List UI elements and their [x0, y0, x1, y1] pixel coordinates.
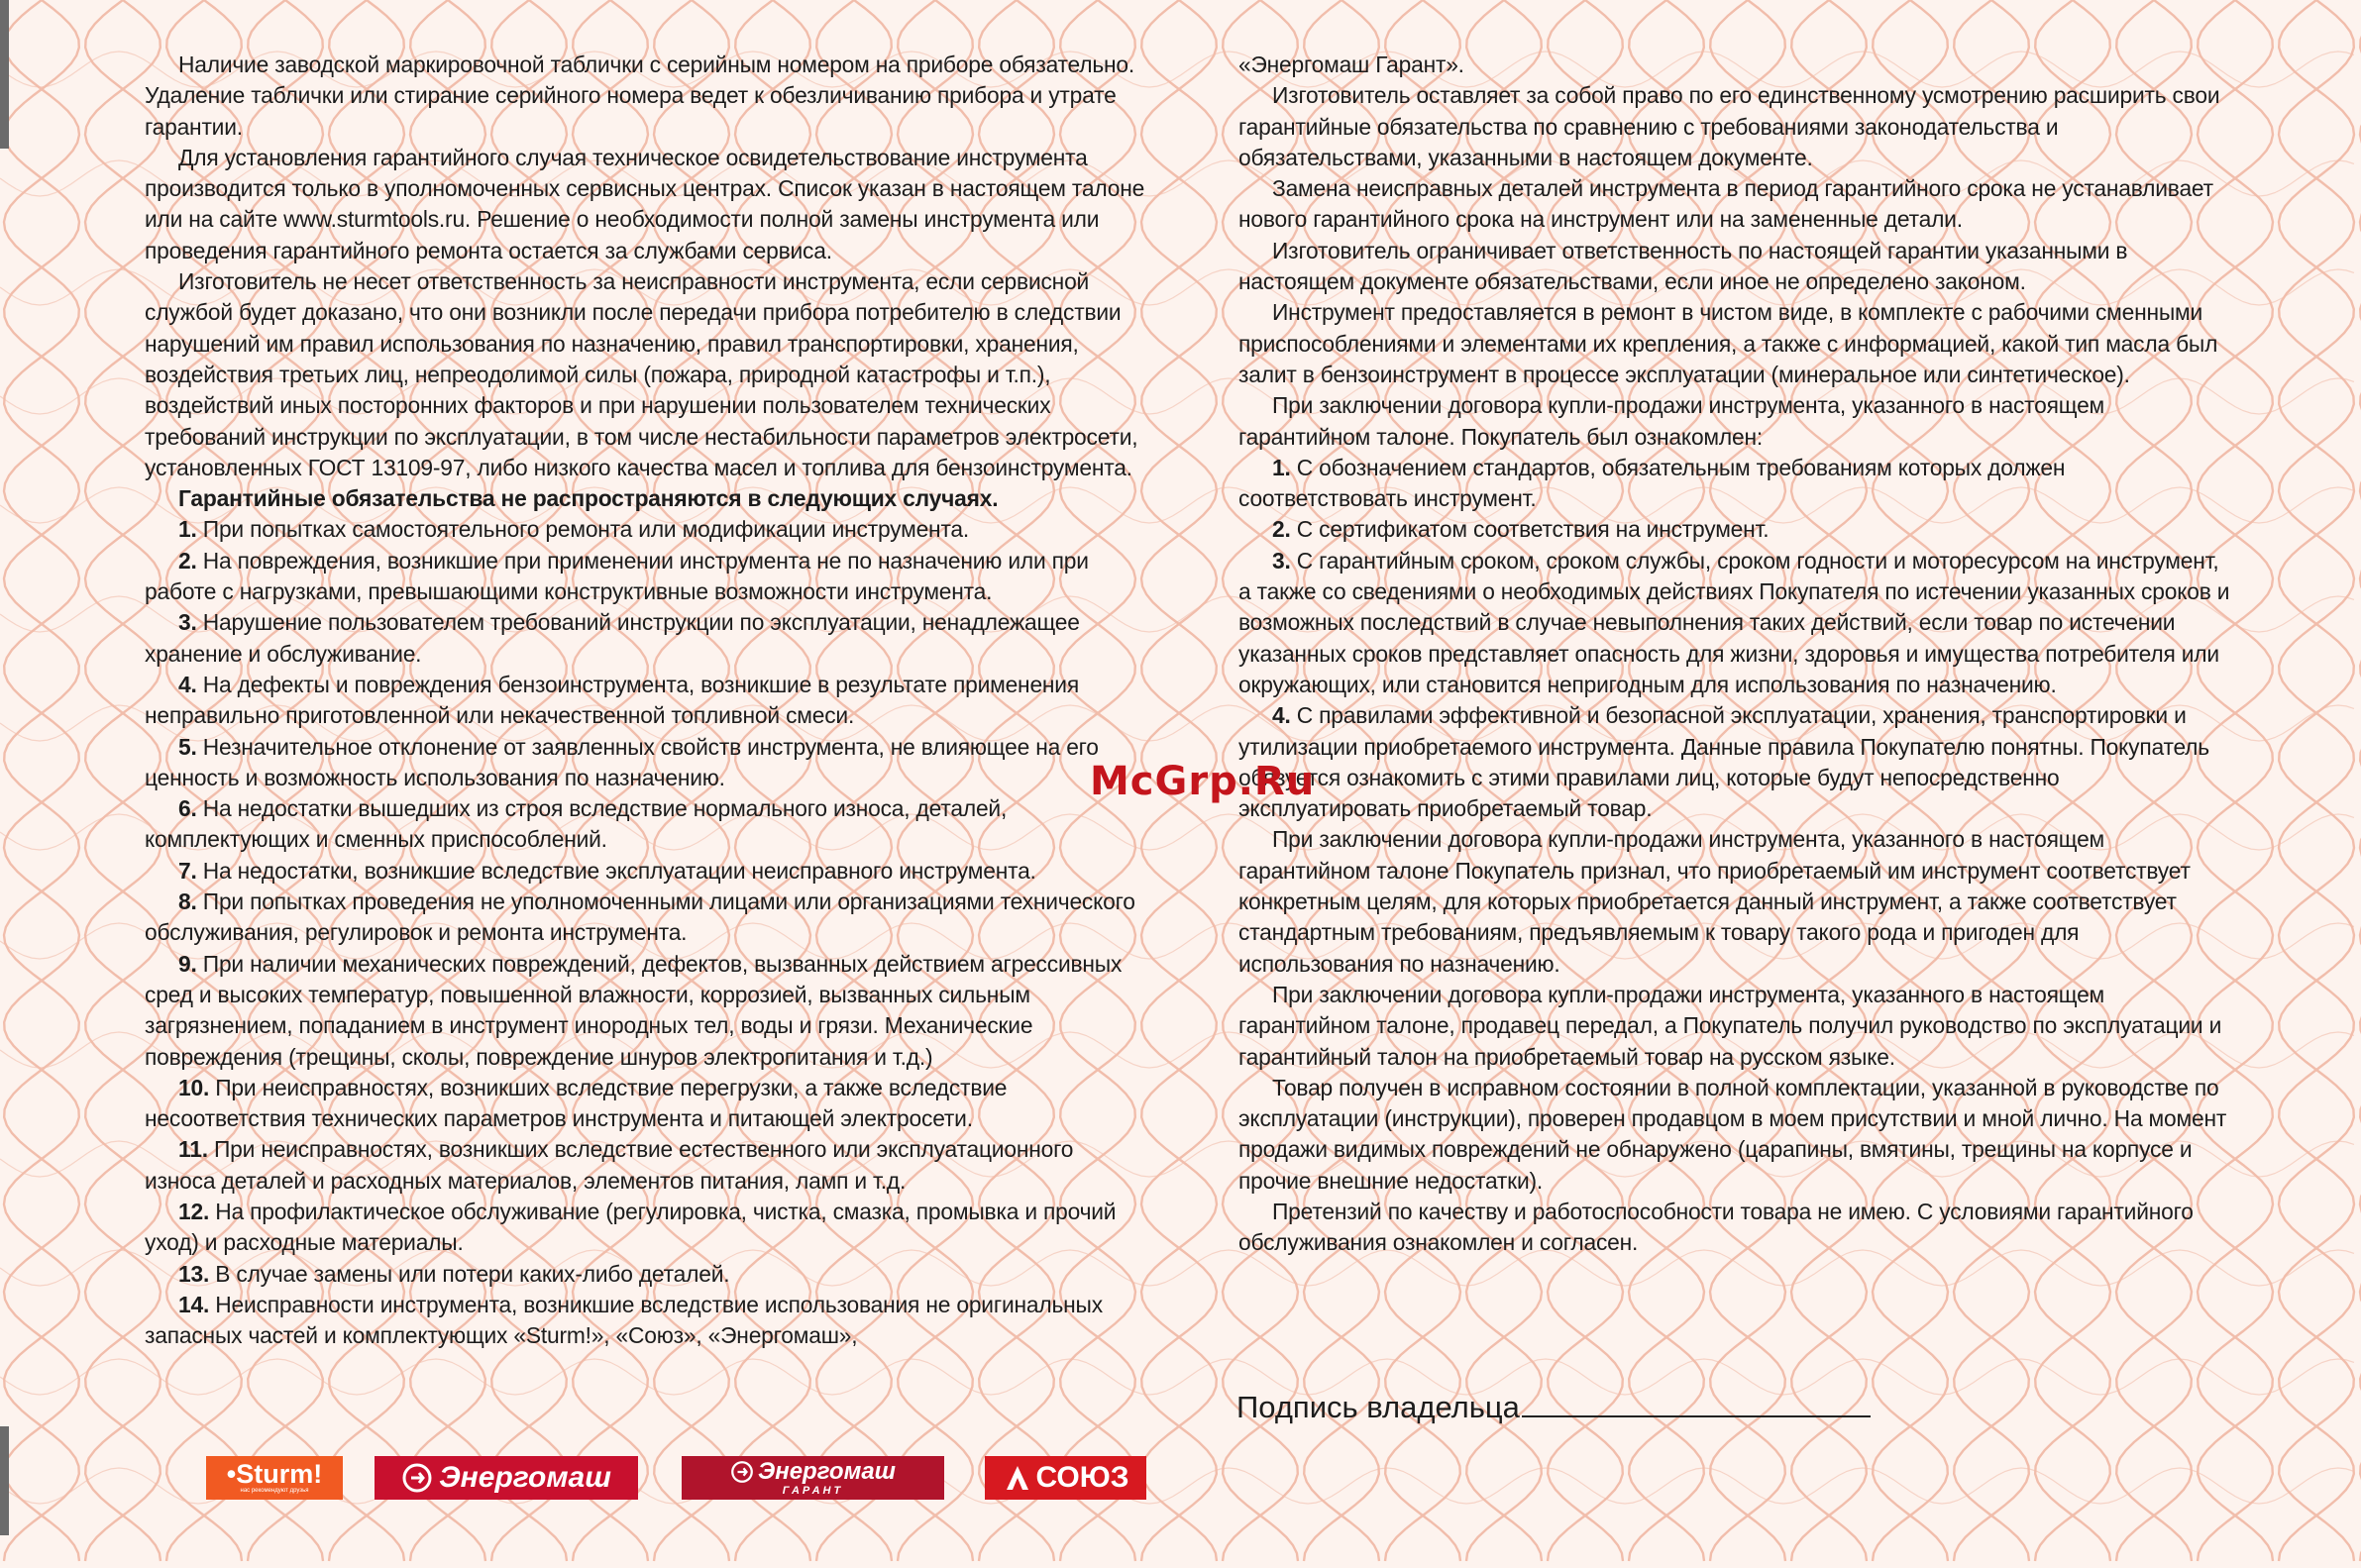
- left-column: [145, 50, 1145, 1351]
- energomash-emblem-icon: [401, 1462, 433, 1494]
- paragraph: [1238, 173, 2234, 236]
- paragraph: [145, 143, 1145, 266]
- energomash-garant-logo-text: Энергомаш: [757, 1458, 897, 1485]
- item-number: 5.: [178, 733, 197, 760]
- numbered-paragraph: [145, 670, 1145, 732]
- paragraph-text: Изготовитель ограничивает ответственность по настоящей гарантии указанными в настоящем документе обязательствами, если иное не определено законом.: [1238, 237, 2128, 295]
- paragraph-text: Претензий по качеству и работоспособности товара не имею. С условиями гарантийного обслуживания ознакомлен и согласен.: [1238, 1198, 2194, 1256]
- item-number: 3.: [178, 609, 197, 636]
- paragraph-text: На недостатки вышедших из строя вследствие нормального износа, деталей, комплектующих и сменных приспособлений.: [145, 795, 1008, 853]
- paragraph-text: На повреждения, возникшие при применении инструмента не по назначению или при работе с нагрузками, превышающими конструктивные возможности инструмента.: [145, 547, 1089, 605]
- paragraph-text: Неисправности инструмента, возникшие вследствие использования не оригинальных запасных частей и комплектующих «Sturm!», «Союз», «Энергомаш»,: [145, 1291, 1103, 1349]
- paragraph-text: На профилактическое обслуживание (регулировка, чистка, смазка, промывка и прочий уход) и расходные материалы.: [145, 1198, 1117, 1256]
- item-number: 13.: [178, 1260, 210, 1287]
- paragraph-text: Гарантийные обязательства не распространяются в следующих случаях.: [178, 485, 999, 512]
- paragraph-text: Для установления гарантийного случая техническое освидетельствование инструмента производится только в уполномоченных сервисных центрах. Список указан в настоящем талоне или на сайте www.sturmtools.ru. Решение о необходимости полной замены инструмента или проведения гарантийного ремонта остается за службами сервиса.: [145, 144, 1145, 263]
- paragraph-text: На дефекты и повреждения бензоинструмента, возникшие в результате применения неправильно приготовленной или некачественной топливной смеси.: [145, 671, 1079, 729]
- numbered-paragraph: [1238, 514, 2234, 545]
- numbered-paragraph: [1238, 546, 2234, 700]
- paragraph-text: С гарантийным сроком, сроком службы, сроком годности и моторесурсом на инструмент, а также со сведениями о необходимых действиях Покупателя по истечении указанных сроков и возможных последствий в случае невыполнения таких действий, если товар по истечении указанных сроков представляет опасность для жизни, здоровья и имущества потребителя или окружающих, или становится непригодным для использования по назначению.: [1238, 547, 2230, 697]
- paragraph: [1238, 1197, 2234, 1259]
- sturm-logo-tagline: нас рекомендуют друзья: [240, 1488, 309, 1494]
- paragraph-text: В случае замены или потери каких-либо деталей.: [215, 1260, 730, 1287]
- energomash-garant-logo-sub: ГАРАНТ: [782, 1485, 844, 1497]
- signature-line[interactable]: [1522, 1415, 1871, 1417]
- paragraph-text: При неисправностях, возникших вследствие естественного или эксплуатационного износа деталей и расходных материалов, элементов питания, ламп и т.д.: [145, 1136, 1074, 1194]
- item-number: 9.: [178, 950, 197, 977]
- paragraph-text: С обозначением стандартов, обязательным требованиям которых должен соответствовать инструмент.: [1238, 454, 2066, 512]
- paragraph: [1238, 80, 2234, 173]
- item-number: 8.: [178, 889, 197, 915]
- numbered-paragraph: [145, 514, 1145, 545]
- energomash-logo: [375, 1456, 638, 1500]
- paragraph: [145, 483, 1145, 514]
- numbered-paragraph: [145, 949, 1145, 1073]
- numbered-paragraph: [145, 546, 1145, 608]
- paragraph-text: Наличие заводской маркировочной таблички с серийным номером на приборе обязательно. Удаление таблички или стирание серийного номера ведет к обезличиванию прибора и утрате гарантии.: [145, 52, 1135, 140]
- soyuz-emblem-icon: [1003, 1462, 1032, 1494]
- item-number: 3.: [1272, 547, 1291, 574]
- paragraph-text: Товар получен в исправном состоянии в полной комплектации, указанной в руководстве по эксплуатации (инструкции), проверен продавцом в моем присутствии и мной лично. На момент продажи видимых повреждений не обнаружено (царапины, вмятины, трещины на корпусе и прочие внешние недостатки).: [1238, 1074, 2227, 1194]
- paragraph: [1238, 980, 2234, 1073]
- signature-field[interactable]: [1236, 1390, 1871, 1425]
- numbered-paragraph: [1238, 700, 2234, 824]
- paragraph-text: При заключении договора купли-продажи инструмента, указанного в настоящем гарантийном талоне Покупатель признал, что приобретаемый им инструмент соответствует конкретным целям, для которых приобретается данный инструмент, а также соответствует стандартным требованиям, предъявляемым к товару такого рода и пригоден для использования по назначению.: [1238, 826, 2191, 977]
- paragraph: [1238, 824, 2234, 979]
- item-number: 2.: [178, 547, 197, 574]
- numbered-paragraph: [145, 1073, 1145, 1135]
- paragraph-text: Инструмент предоставляется в ремонт в чистом виде, в комплекте с рабочими сменными приспособлениями и элементами их крепления, а также с информацией, какой тип масла был залит в бензоинструмент в процессе эксплуатации (минеральное или синтетическое).: [1238, 299, 2218, 387]
- numbered-paragraph: [145, 793, 1145, 856]
- paragraph: [1238, 1073, 2234, 1197]
- energomash-garant-logo: [682, 1456, 944, 1500]
- numbered-paragraph: [145, 732, 1145, 794]
- paragraph-text: При наличии механических повреждений, дефектов, вызванных действием агрессивных сред и высоких температур, повышенной влажности, коррозией, вызванных сильным загрязнением, попаданием в инструмент инородных тел, воды и грязи. Механические повреждения (трещины, сколы, повреждение шнуров электропитания и т.д.): [145, 950, 1123, 1070]
- soyuz-logo: [985, 1456, 1146, 1500]
- paragraph-text: Изготовитель оставляет за собой право по его единственному усмотрению расширить свои гарантийные обязательства по сравнению с требованиями законодательства и обязательствами, указанными в настоящем документе.: [1238, 82, 2220, 170]
- paragraph: [145, 50, 1145, 143]
- numbered-paragraph: [145, 1290, 1145, 1352]
- paragraph-text: С правилами эффективной и безопасной эксплуатации, хранения, транспортировки и утилизации приобретаемого инструмента. Данные правила Покупателю понятны. Покупатель обязуется ознакомить с этими правилами лиц, которые будут непосредственно эксплуатировать приобретаемый товар.: [1238, 702, 2209, 822]
- soyuz-logo-text: СОЮЗ: [1035, 1461, 1129, 1494]
- energomash-logo-text: Энергомаш: [439, 1461, 611, 1494]
- paragraph: [1238, 390, 2234, 453]
- paragraph: [145, 266, 1145, 483]
- paragraph-text: На недостатки, возникшие вследствие эксплуатации неисправного инструмента.: [202, 857, 1036, 884]
- numbered-paragraph: [145, 887, 1145, 949]
- numbered-paragraph: [145, 1134, 1145, 1197]
- paragraph: [1238, 236, 2234, 298]
- paragraph-text: Нарушение пользователем требований инструкции по эксплуатации, ненадлежащее хранение и обслуживание.: [145, 609, 1080, 667]
- numbered-paragraph: [145, 1259, 1145, 1290]
- paragraph-text: Изготовитель не несет ответственность за неисправности инструмента, если сервисной службой будет доказано, что они возникли после передачи прибора потребителю в следствии нарушений им правил использования по назначению, правил транспортировки, хранения, воздействия третьих лиц, непреодолимой силы (пожара, природной катастрофы и т.п.), воздействий иных посторонних факторов и при нарушении пользователем технических требований инструкции по эксплуатации, в том числе нестабильности параметров электросети, установленных ГОСТ 13109-97, либо низкого качества масел и топлива для бензоинструмента.: [145, 268, 1138, 480]
- numbered-paragraph: [145, 1197, 1145, 1259]
- item-number: 1.: [1272, 454, 1291, 480]
- item-number: 1.: [178, 516, 197, 543]
- paragraph-text: Замена неисправных деталей инструмента в период гарантийного срока не устанавливает нового гарантийного срока на инструмент или на замененные детали.: [1238, 175, 2213, 233]
- right-column: [1238, 50, 2234, 1259]
- item-number: 2.: [1272, 516, 1291, 543]
- page-edge-marker: [0, 0, 9, 149]
- paragraph-text: С сертификатом соответствия на инструмент.: [1296, 516, 1770, 543]
- signature-label: Подпись владельца: [1236, 1390, 1520, 1424]
- item-number: 14.: [178, 1291, 210, 1317]
- paragraph-text: При неисправностях, возникших вследствие перегрузки, а также вследствие несоответствия технических параметров инструмента и питающей электросети.: [145, 1074, 1008, 1132]
- paragraph-text: Незначительное отклонение от заявленных свойств инструмента, не влияющее на его ценность и возможность использования по назначению.: [145, 733, 1099, 790]
- sturm-logo: [206, 1456, 343, 1500]
- paragraph-text: «Энергомаш Гарант».: [1238, 52, 1464, 77]
- item-number: 4.: [1272, 702, 1291, 729]
- item-number: 6.: [178, 795, 197, 822]
- paragraph-text: При попытках проведения не уполномоченными лицами или организациями технического обслуживания, регулировок и ремонта инструмента.: [145, 889, 1135, 946]
- paragraph-text: При заключении договора купли-продажи инструмента, указанного в настоящем гарантийном талоне. Покупатель был ознакомлен:: [1238, 392, 2105, 450]
- numbered-paragraph: [145, 607, 1145, 670]
- watermark: McGrp.Ru: [1090, 759, 1316, 804]
- energomash-garant-emblem-icon: [730, 1460, 754, 1484]
- item-number: 7.: [178, 857, 197, 884]
- item-number: 12.: [178, 1198, 210, 1224]
- numbered-paragraph: [145, 856, 1145, 887]
- paragraph-text: При заключении договора купли-продажи инструмента, указанного в настоящем гарантийном талоне, продавец передал, а Покупатель получил руководство по эксплуатации и гарантийный талон на приобретаемый товар на русском языке.: [1238, 981, 2222, 1070]
- item-number: 10.: [178, 1074, 210, 1100]
- sturm-logo-text: •Sturm!: [226, 1459, 323, 1489]
- paragraph: [1238, 297, 2234, 390]
- page-edge-marker: [0, 1426, 9, 1535]
- paragraph: [1238, 50, 2234, 80]
- item-number: 11.: [178, 1136, 208, 1163]
- paragraph-text: При попытках самостоятельного ремонта или модификации инструмента.: [202, 516, 970, 543]
- item-number: 4.: [178, 671, 197, 697]
- numbered-paragraph: [1238, 453, 2234, 515]
